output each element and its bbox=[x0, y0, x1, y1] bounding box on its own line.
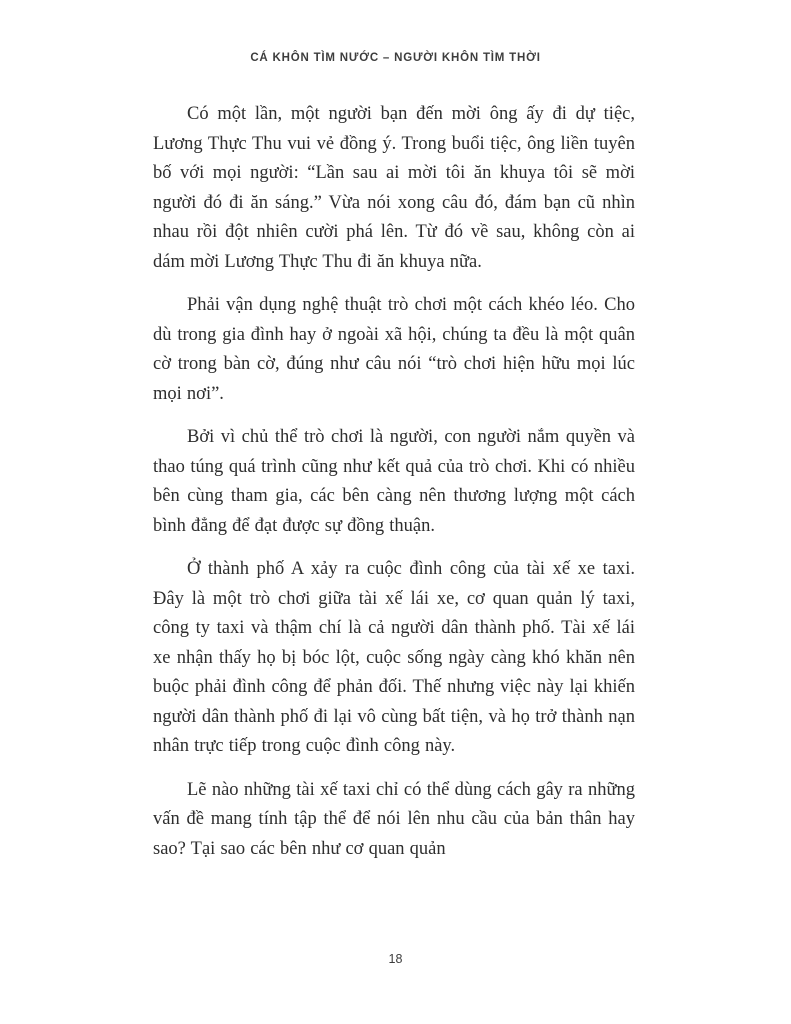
running-head: CÁ KHÔN TÌM NƯỚC – NGƯỜI KHÔN TÌM THỜI bbox=[250, 52, 541, 64]
paragraph: Ở thành phố A xảy ra cuộc đình công của tài xế xe taxi. Đây là một trò chơi giữa tài xế lái xe, cơ quan quản lý taxi, công ty taxi và thậm chí là cả người dân thành phố. Tài xế lái xe nhận thấy họ bị bóc lột, cuộc sống ngày càng khó khăn nên buộc phải đình công để phản đối. Thế nhưng việc này lại khiến người dân thành phố đi lại vô cùng bất tiện, và họ trở thành nạn nhân trực tiếp trong cuộc đình công này. bbox=[153, 559, 635, 756]
body-text bbox=[153, 100, 635, 878]
paragraph: Lẽ nào những tài xế taxi chỉ có thể dùng cách gây ra những vấn đề mang tính tập thể để nói lên nhu cầu của bản thân hay sao? Tại sao các bên như cơ quan quản bbox=[153, 779, 635, 859]
paragraph: Bởi vì chủ thể trò chơi là người, con người nắm quyền và thao túng quá trình cũng như kết quả của trò chơi. Khi có nhiều bên cùng tham gia, các bên càng nên thương lượng một cách bình đẳng để đạt được sự đồng thuận. bbox=[153, 427, 635, 536]
page-number: 18 bbox=[388, 952, 403, 966]
paragraph: Phải vận dụng nghệ thuật trò chơi một cách khéo léo. Cho dù trong gia đình hay ở ngoài xã hội, chúng ta đều là một quân cờ trong bàn cờ, đúng như câu nói “trò chơi hiện hữu mọi lúc mọi nơi”. bbox=[153, 295, 635, 404]
paragraph: Có một lần, một người bạn đến mời ông ấy đi dự tiệc, Lương Thực Thu vui vẻ đồng ý. Trong buổi tiệc, ông liền tuyên bố với mọi người: “Lần sau ai mời tôi ăn khuya tôi sẽ mời người đó đi ăn sáng.” Vừa nói xong câu đó, đám bạn cũ nhìn nhau rồi đột nhiên cười phá lên. Từ đó về sau, không còn ai dám mời Lương Thực Thu đi ăn khuya nữa. bbox=[153, 104, 635, 272]
